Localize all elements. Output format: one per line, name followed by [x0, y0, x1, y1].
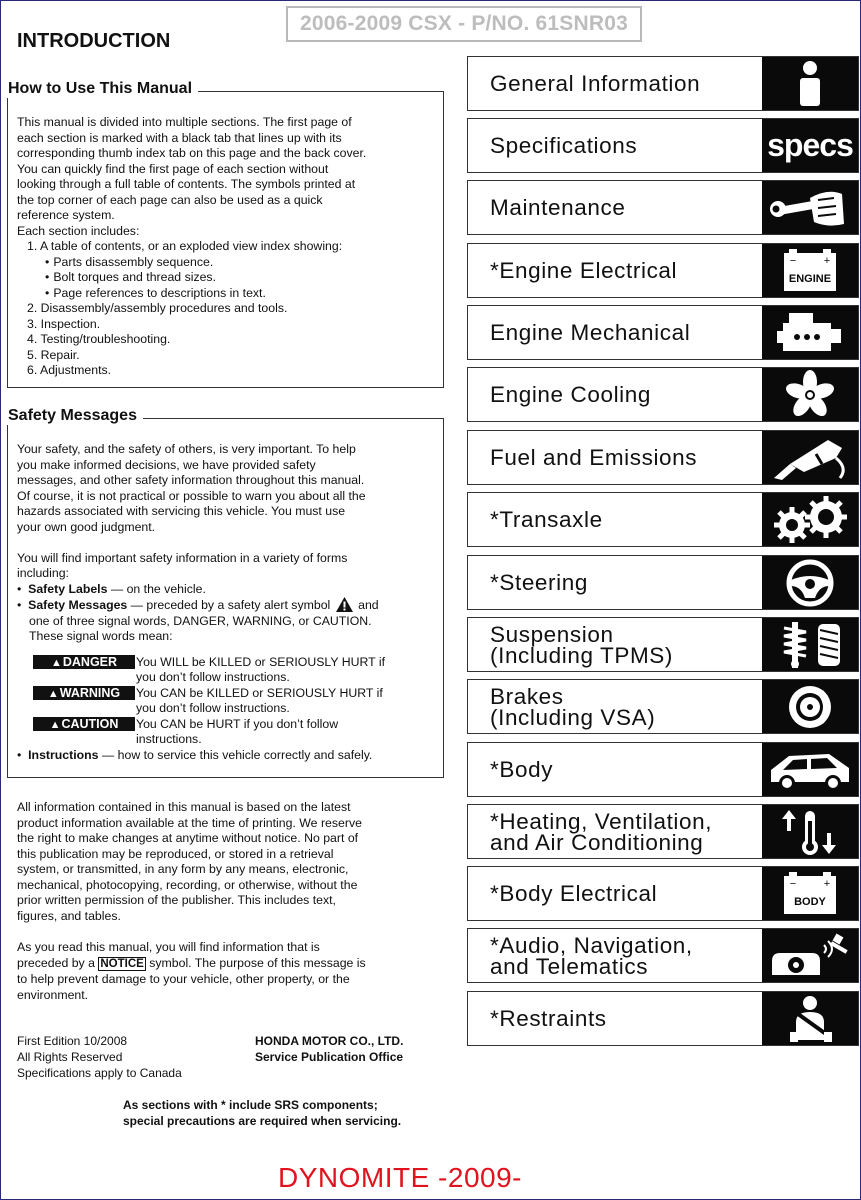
- safety-line: These signal words mean:: [29, 629, 173, 643]
- tab-brakes[interactable]: [467, 679, 859, 734]
- specs-icon: specs: [767, 127, 853, 163]
- caution-text: You CAN be HURT if you don’t follow instructions.: [136, 716, 339, 746]
- safety-labels-item: [17, 582, 432, 598]
- signal-caution: [17, 717, 432, 748]
- list-item: 6. Adjustments.: [27, 363, 112, 377]
- intro-line: You can quickly find the first page of each section without: [17, 161, 329, 176]
- tab-suspension[interactable]: [467, 617, 859, 672]
- tab-label: Maintenance: [490, 195, 626, 220]
- edition-info: First Edition 10/2008 All Rights Reserved Specifications apply to Canada: [17, 1034, 182, 1080]
- tab-specifications[interactable]: [467, 118, 859, 173]
- svg-text:BODY: BODY: [794, 895, 826, 908]
- danger-text: You WILL be KILLED or SERIOUSLY HURT if you don’t follow instructions.: [136, 654, 386, 684]
- tab-label: *Audio, Navigation, and Telematics: [490, 932, 693, 979]
- safety-messages-text: — preceded by a safety alert symbol: [127, 598, 331, 612]
- how-to-use-title: How to Use This Manual: [2, 80, 198, 98]
- tab-audio-navigation[interactable]: [467, 928, 859, 983]
- safety-line: your own good judgment.: [17, 519, 156, 534]
- safety-line: hazards associated with servicing this vehicle. You must use: [17, 504, 346, 518]
- instructions-bold: Instructions: [28, 747, 99, 762]
- engine-block-icon: [775, 309, 845, 357]
- tab-hvac[interactable]: [467, 804, 859, 859]
- gears-icon: [768, 495, 852, 545]
- tab-label: *Restraints: [490, 1006, 607, 1031]
- tab-label: *Heating, Ventilation, and Air Conditioning: [490, 808, 713, 855]
- instructions-item: [17, 748, 432, 764]
- bullet-item: • Page references to descriptions in text.: [17, 286, 432, 302]
- fuel-nozzle-icon: [770, 434, 850, 482]
- tab-body[interactable]: [467, 742, 859, 797]
- tab-label: Specifications: [490, 133, 638, 158]
- safety-line: one of three signal words, DANGER, WARNING, or CAUTION.: [29, 613, 372, 628]
- tab-maintenance[interactable]: [467, 180, 859, 235]
- safety-line: including:: [17, 566, 69, 580]
- tab-label: *Body Electrical: [490, 881, 658, 906]
- svg-text:−: −: [789, 877, 797, 890]
- tab-label: Engine Mechanical: [490, 320, 691, 345]
- intro-line: the top corner of each page can also be used as a quick: [17, 192, 323, 207]
- watermark-stamp: DYNOMITE -2009-: [278, 1162, 522, 1193]
- tab-transaxle[interactable]: [467, 492, 859, 547]
- safety-alert-icon: [336, 597, 353, 612]
- danger-label: ▲DANGER: [33, 655, 135, 669]
- signal-danger: [17, 655, 432, 686]
- svg-text:−: −: [789, 254, 797, 267]
- tab-fuel-and-emissions[interactable]: [467, 430, 859, 485]
- car-body-icon: [767, 748, 853, 792]
- intro-line: corresponding thumb index tab on this page and the back cover.: [17, 146, 367, 160]
- safety-messages-bold: Safety Messages: [28, 598, 128, 612]
- warning-text: You CAN be KILLED or SERIOUSLY HURT if you don’t follow instructions.: [136, 685, 383, 715]
- tab-label: Engine Cooling: [490, 382, 652, 407]
- steering-wheel-icon: [785, 558, 835, 608]
- tab-label: General Information: [490, 71, 701, 96]
- tab-label: *Body: [490, 757, 554, 782]
- safety-line: You will find important safety information in a variety of forms: [17, 550, 348, 565]
- intro-line: looking through a full table of contents. The symbols printed at: [17, 177, 356, 191]
- tab-engine-cooling[interactable]: [467, 367, 859, 422]
- safety-line: Of course, it is not practical or possible to warn you about all the: [17, 488, 366, 503]
- alert-triangle-icon: ▲: [47, 687, 59, 700]
- instructions-text: — how to service this vehicle correctly and safely.: [98, 747, 373, 762]
- list-item: 5. Repair.: [27, 347, 80, 362]
- intro-line: each section is marked with a black tab that lines up with its: [17, 130, 342, 145]
- how-to-use-body: [17, 115, 432, 379]
- wrench-hand-icon: [770, 184, 850, 232]
- tab-label: *Engine Electrical: [490, 258, 678, 283]
- list-item: 3. Inspection.: [27, 316, 101, 331]
- tab-label: Fuel and Emissions: [490, 445, 698, 470]
- bullet-item: • Bolt torques and thread sizes.: [17, 270, 432, 286]
- srs-note: As sections with * include SRS components; special precautions are required when servicing.: [123, 1098, 402, 1128]
- list-item: 4. Testing/troubleshooting.: [27, 332, 171, 346]
- tab-engine-mechanical[interactable]: [467, 305, 859, 360]
- tab-engine-electrical[interactable]: [467, 243, 859, 298]
- safety-body: [17, 442, 432, 763]
- safety-messages-box: [7, 407, 444, 778]
- notice-paragraph: As you read this manual, you will find information that is preceded by a NOTICE symbol. The purpose of this message is to help prevent damage to your vehicle, other property, or the environment.: [17, 940, 366, 1002]
- suspension-icon: [770, 620, 850, 670]
- safety-messages-title: Safety Messages: [2, 407, 143, 425]
- safety-messages-item: [17, 597, 432, 614]
- how-to-use-box: [7, 80, 444, 388]
- thermometer-icon: [775, 807, 845, 857]
- tab-body-electrical[interactable]: [467, 866, 859, 921]
- disclaimer-paragraph: All information contained in this manual is based on the latest product information available at the time of printing. We reserve the right to make changes at anytime without notice. No part of this publication may be reproduced, or stored in a retrieval system, or transmitted, in any form by any means, electronic, mechanical, photocopying, recording, or otherwise, without the prior written permission of the publisher. This includes text, figures, and tables.: [17, 800, 362, 923]
- tab-restraints[interactable]: [467, 991, 859, 1046]
- intro-line: Each section includes:: [17, 223, 140, 238]
- page-title: INTRODUCTION: [17, 30, 171, 52]
- audio-nav-icon: [768, 931, 852, 981]
- signal-warning: [17, 686, 432, 717]
- safety-line: Your safety, and the safety of others, is very important. To help: [17, 442, 356, 456]
- intro-line: This manual is divided into multiple sections. The first page of: [17, 115, 352, 129]
- warning-label: ▲WARNING: [33, 686, 135, 700]
- publisher-info: HONDA MOTOR CO., LTD. Service Publication Office: [255, 1034, 404, 1064]
- safety-labels-text: — on the vehicle.: [107, 581, 206, 596]
- alert-triangle-icon: ▲: [49, 718, 61, 731]
- bullet-item: • Parts disassembly sequence.: [17, 255, 432, 271]
- svg-text:+: +: [823, 254, 831, 267]
- tab-general-information[interactable]: [467, 56, 859, 111]
- notice-tag: NOTICE: [100, 957, 144, 970]
- tab-label: *Transaxle: [490, 507, 603, 532]
- cooling-fan-icon: [784, 370, 836, 420]
- manual-stamp: 2006-2009 CSX - P/NO. 61SNR03: [286, 6, 642, 42]
- seatbelt-icon: [780, 994, 840, 1044]
- tab-label: *Steering: [490, 570, 588, 595]
- tab-label: Suspension (Including TPMS): [490, 621, 673, 668]
- safety-labels-bold: Safety Labels: [28, 581, 108, 596]
- tab-steering[interactable]: [467, 555, 859, 610]
- info-icon: [790, 60, 830, 108]
- list-item: 1. A table of contents, or an exploded view index showing:: [27, 239, 343, 253]
- svg-text:+: +: [823, 877, 831, 890]
- safety-messages-and: and: [354, 598, 379, 612]
- engine-battery-icon: [780, 247, 840, 295]
- brake-disc-icon: [783, 682, 837, 732]
- list-item: 2. Disassembly/assembly procedures and tools.: [27, 301, 288, 315]
- svg-text:ENGINE: ENGINE: [788, 272, 832, 285]
- body-battery-icon: [780, 870, 840, 918]
- intro-line: reference system.: [17, 208, 115, 222]
- safety-line: you make informed decisions, we have provided safety: [17, 457, 316, 472]
- caution-label: ▲CAUTION: [33, 717, 135, 731]
- safety-line: messages, and other safety information throughout this manual.: [17, 473, 365, 487]
- alert-triangle-icon: ▲: [50, 656, 62, 669]
- tab-label: Brakes (Including VSA): [490, 683, 656, 730]
